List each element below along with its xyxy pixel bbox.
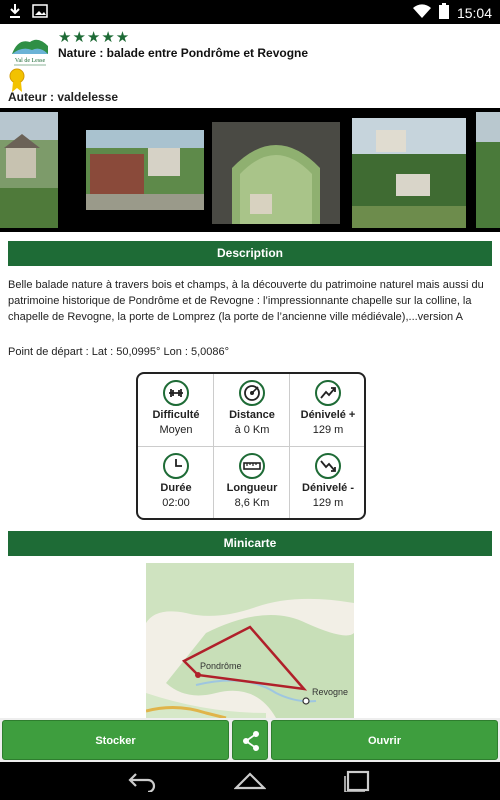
stat-elevation-loss: Dénivelé - 129 m bbox=[290, 447, 366, 519]
minimap[interactable] bbox=[146, 563, 354, 718]
ruler-icon bbox=[239, 453, 265, 479]
target-icon bbox=[239, 380, 265, 406]
description-heading: Description bbox=[8, 241, 492, 266]
trail-author: Auteur : valdelesse bbox=[8, 90, 119, 104]
map-label-revogne: Revogne bbox=[312, 687, 349, 697]
status-time: 15:04 bbox=[456, 4, 492, 21]
battery-icon bbox=[439, 3, 449, 22]
trail-stats-grid bbox=[136, 372, 366, 520]
val-de-lesse-logo bbox=[8, 32, 52, 98]
stat-duration: Durée 02:00 bbox=[138, 447, 214, 519]
trend-up-icon bbox=[315, 380, 341, 406]
action-bar bbox=[0, 718, 500, 762]
home-icon[interactable] bbox=[234, 770, 266, 797]
back-icon[interactable] bbox=[126, 770, 158, 797]
download-icon bbox=[8, 3, 22, 24]
stat-distance: Distance à 0 Km bbox=[214, 374, 290, 446]
gallery-photo-5[interactable] bbox=[476, 112, 500, 228]
store-button[interactable]: Stocker bbox=[2, 720, 229, 760]
image-icon bbox=[32, 3, 48, 24]
wifi-icon bbox=[413, 3, 431, 22]
svg-text:Val de Lesse: Val de Lesse bbox=[14, 58, 46, 64]
photo-gallery[interactable] bbox=[0, 108, 500, 232]
clock-icon bbox=[163, 453, 189, 479]
status-bar bbox=[0, 0, 500, 24]
dumbbell-icon bbox=[163, 380, 189, 406]
trend-down-icon bbox=[315, 453, 341, 479]
gallery-photo-1[interactable] bbox=[0, 112, 58, 228]
map-label-pondrome: Pondrôme bbox=[200, 661, 242, 671]
open-button[interactable]: Ouvrir bbox=[271, 720, 498, 760]
stat-difficulty: Difficulté Moyen bbox=[138, 374, 214, 446]
share-button[interactable] bbox=[232, 720, 268, 760]
rating-stars: ★★★★★ bbox=[58, 29, 131, 46]
start-point: Point de départ : Lat : 50,0995° Lon : 5,0086° bbox=[8, 346, 230, 358]
gallery-photo-3[interactable] bbox=[212, 122, 340, 224]
gallery-photo-2[interactable] bbox=[86, 130, 204, 210]
minimap-heading: Minicarte bbox=[8, 531, 492, 556]
trail-header bbox=[0, 24, 500, 108]
stat-length: Longueur 8,6 Km bbox=[214, 447, 290, 519]
stat-elevation-gain: Dénivelé + 129 m bbox=[290, 374, 366, 446]
recents-icon[interactable] bbox=[342, 770, 374, 797]
trail-title: Nature : balade entre Pondrôme et Revogne bbox=[58, 46, 309, 60]
gallery-photo-4[interactable] bbox=[352, 118, 466, 228]
navigation-bar bbox=[0, 762, 500, 800]
description-text: Belle balade nature à travers bois et champs, à la découverte du patrimoine naturel mais aussi du patrimoine historique de Pondrôme et de Revogne : l’impressionnante chapelle sur la colline, la chapelle de Revogne, la porte de Lomprez (la porte de l’ancienne ville médiévale),...version A bbox=[8, 279, 484, 323]
